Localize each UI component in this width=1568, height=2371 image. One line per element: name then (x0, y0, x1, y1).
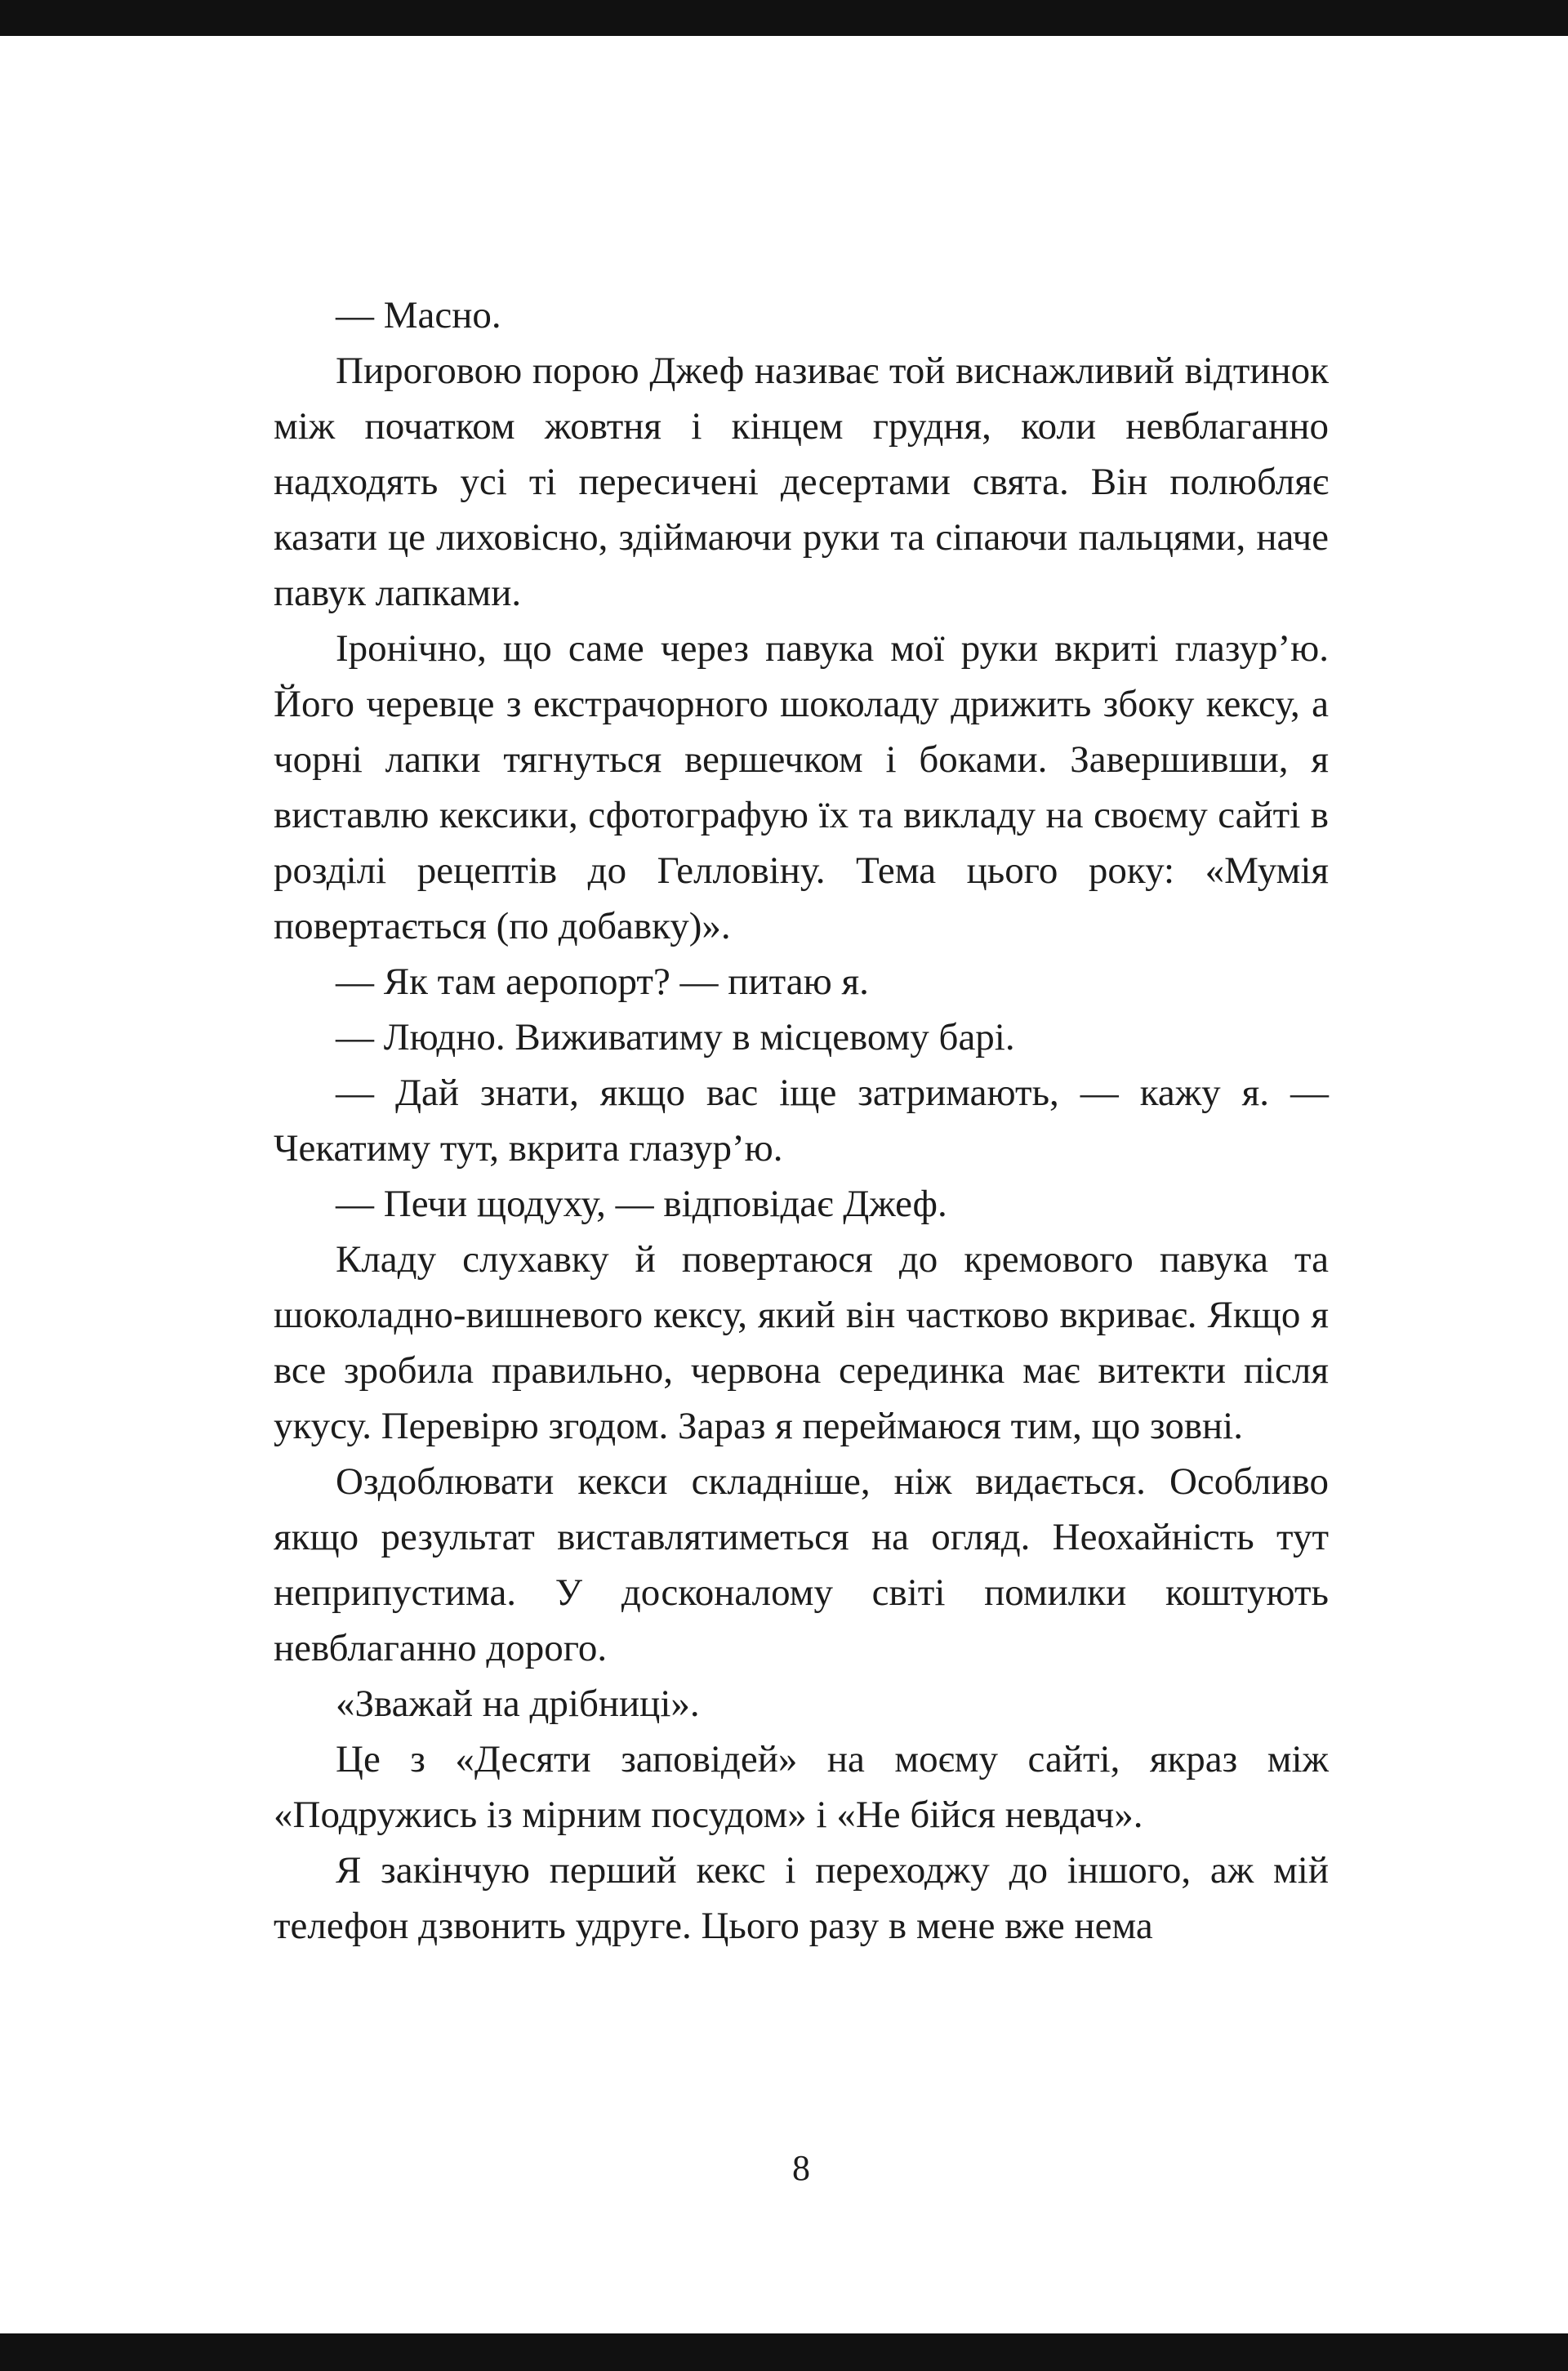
paragraph: «Зважай на дрібниці». (336, 1682, 700, 1725)
book-page (0, 36, 1568, 2333)
paragraph: — Печи щодуху, — відповідає Джеф. (336, 1183, 947, 1225)
paragraph: — Дай знати, якщо вас іще затримають, — кажу я. — Чекатиму тут, вкрита глазур’ю. (274, 1072, 1329, 1170)
paragraph: — Людно. Виживатиму в місцевому барі. (336, 1016, 1015, 1058)
paragraph: Це з «Десяти заповідей» на моєму сайті, якраз між «Подружись із мірним посудом» і «Не бійся невдач». (274, 1738, 1329, 1836)
paragraph: Пироговою порою Джеф називає той виснажливий відтинок між початком жовтня і кінцем грудня, коли невблаганно надходять усі ті пересичені десертами свята. Він полюбляє казати це лиховісно, здіймаючи руки та сіпаючи пальцями, наче павук лапками. (274, 350, 1329, 614)
paragraph: Я закінчую перший кекс і переходжу до іншого, аж мій телефон дзвонить удруге. Цього разу в мене вже нема (274, 1849, 1329, 1947)
page-number: 8 (792, 2148, 810, 2188)
paragraph: Кладу слухавку й повертаюся до кремового павука та шоколадно-вишневого кексу, який він частково вкриває. Якщо я все зробила правильно, червона серединка має витекти після укусу. Перевірю згодом. Зараз я переймаюся тим, що зовні. (274, 1238, 1329, 1447)
paragraph: — Масно. (336, 294, 501, 336)
text-block (274, 287, 1329, 1954)
reader-bottom-bar (0, 2333, 1568, 2371)
reader-top-bar (0, 0, 1568, 36)
paragraph: — Як там аеропорт? — питаю я. (336, 960, 869, 1003)
paragraph: Іронічно, що саме через павука мої руки вкриті глазур’ю. Його черевце з екстрачорного шоколаду дрижить збоку кексу, а чорні лапки тягнуться вершечком і боками. Завершивши, я виставлю кексики, сфотографую їх та викладу на своєму сайті в розділі рецептів до Гелловіну. Тема цього року: «Мумія повертається (по добавку)». (274, 627, 1329, 947)
paragraph: Оздоблювати кекси складніше, ніж видається. Особливо якщо результат виставлятиметься на огляд. Неохайність тут неприпустима. У досконалому світі помилки коштують невблаганно дорого. (274, 1460, 1329, 1669)
